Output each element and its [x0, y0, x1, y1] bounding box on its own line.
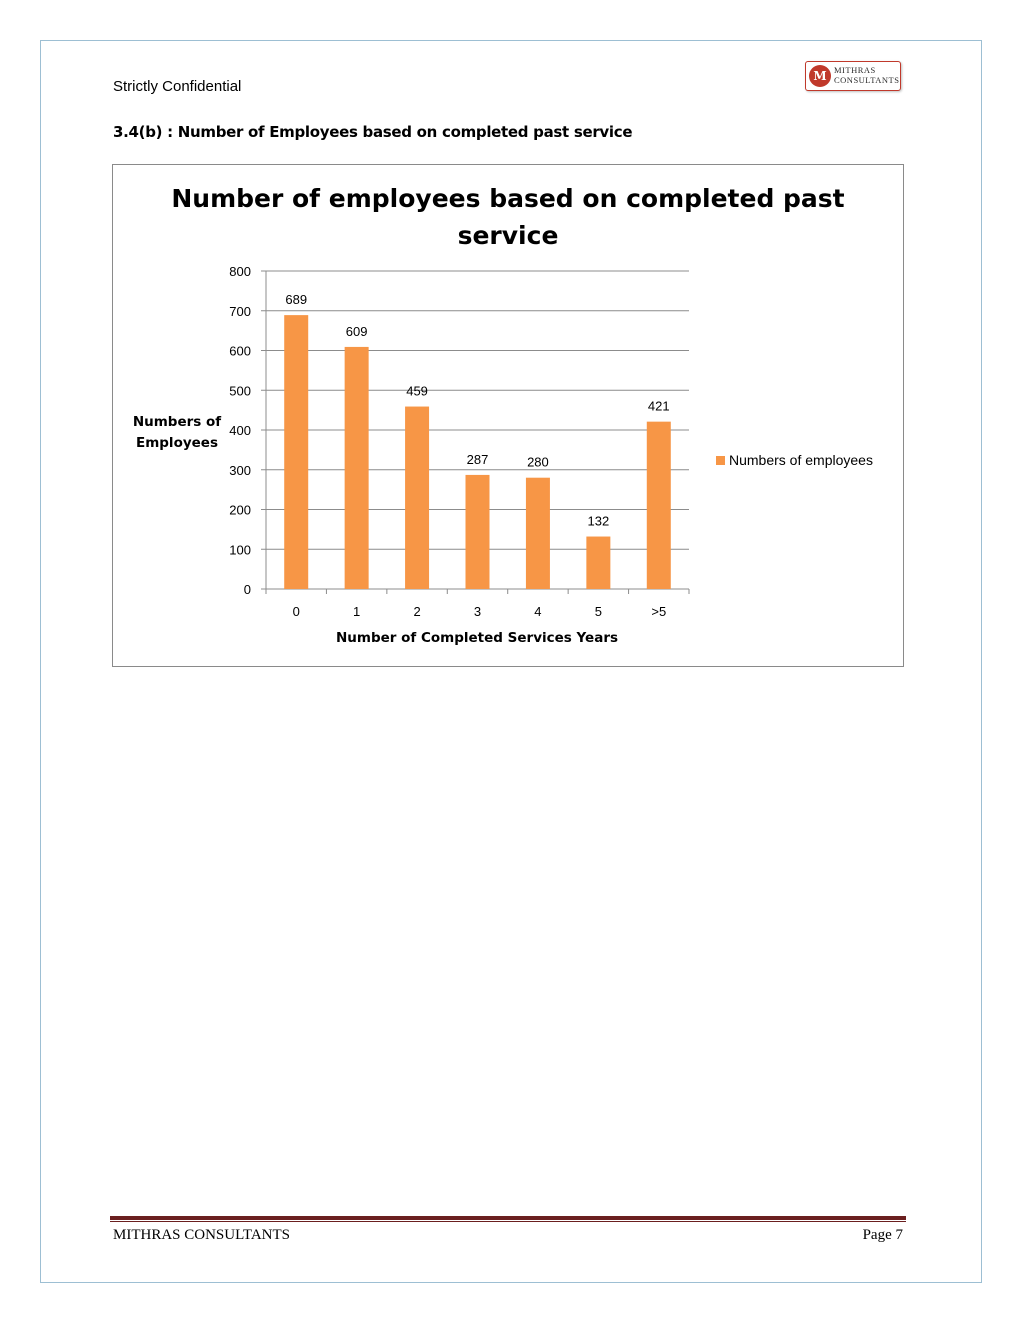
y-tick-label: 100: [229, 542, 251, 558]
chart-title-line-1: Number of employees based on completed past: [171, 184, 845, 213]
x-tick-label-6: >5: [651, 604, 667, 619]
data-label-2: 459: [406, 383, 428, 399]
legend-label: Numbers of employees: [729, 452, 873, 468]
bar-4: [526, 478, 550, 589]
y-tick-label: 500: [229, 383, 251, 399]
logo-line-1: MITHRAS: [834, 65, 876, 75]
y-axis-title-line-1: Numbers of: [132, 414, 222, 430]
logo-line-2: CONSULTANTS: [834, 75, 900, 85]
bar-6: [647, 422, 671, 589]
bar-5: [586, 537, 610, 589]
chart-container: [112, 164, 904, 667]
y-tick-label: 400: [229, 423, 251, 438]
logo-mark-icon: M: [809, 65, 831, 87]
y-tick-label: 800: [229, 264, 251, 279]
data-label-6: 421: [647, 398, 670, 414]
y-tick-label: 700: [229, 303, 251, 319]
chart-title-line-2: service: [457, 221, 559, 250]
data-label-3: 287: [466, 451, 489, 467]
data-label-1: 609: [345, 323, 368, 339]
data-label-4: 280: [527, 454, 549, 470]
x-tick-label-5: 5: [594, 604, 602, 619]
legend-swatch: [716, 456, 725, 465]
y-tick-label: 200: [229, 502, 251, 518]
bar-1: [345, 347, 369, 589]
page-number: Page 7: [862, 1227, 903, 1243]
bar-3: [466, 475, 490, 589]
section-heading: 3.4(b) : Number of Employees based on completed past service: [113, 123, 633, 141]
x-axis-title: Number of Completed Services Years: [335, 630, 619, 646]
x-tick-label-3: 3: [473, 604, 482, 619]
data-label-5: 132: [587, 513, 610, 529]
logo-text: [834, 65, 899, 85]
confidential-label: Strictly Confidential: [113, 78, 242, 95]
footer-company: MITHRAS CONSULTANTS: [113, 1227, 291, 1243]
data-label-0: 689: [285, 292, 308, 308]
x-tick-label-2: 2: [413, 604, 421, 619]
bar-chart: [113, 165, 903, 666]
x-tick-label-1: 1: [353, 604, 361, 619]
x-tick-label-0: 0: [292, 604, 300, 619]
y-tick-label: 600: [229, 343, 251, 359]
company-logo: [805, 61, 901, 91]
y-axis-title-line-2: Employees: [135, 435, 219, 451]
bar-2: [405, 407, 429, 589]
y-tick-label: 0: [243, 582, 251, 597]
x-tick-label-4: 4: [534, 604, 542, 619]
footer-rule-thin: [110, 1221, 906, 1222]
footer-rule: [110, 1216, 906, 1220]
bar-0: [284, 315, 308, 589]
y-tick-label: 300: [229, 462, 251, 478]
